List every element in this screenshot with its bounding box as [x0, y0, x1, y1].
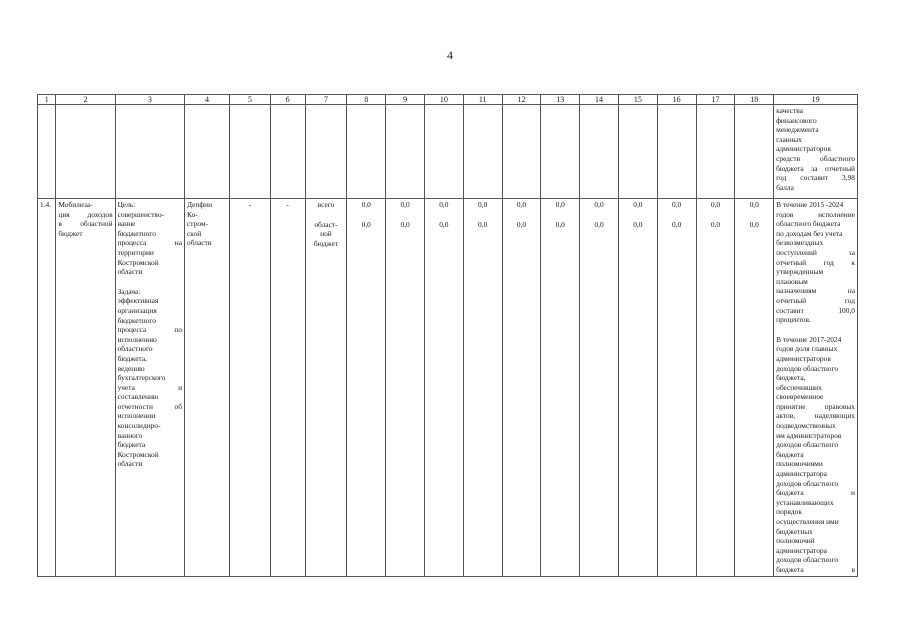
text-line: ванного: [117, 430, 143, 440]
empty-cell: [463, 105, 502, 199]
text-line: ной: [320, 229, 332, 239]
text-line: им администраторов: [776, 430, 842, 440]
text-line: учета и: [117, 382, 183, 392]
text-line: Задача:: [117, 286, 141, 296]
value-cell: [386, 199, 425, 577]
spacer: [543, 210, 577, 220]
table-row: [38, 199, 858, 577]
text-line: бюджетных: [776, 526, 813, 536]
text-line: стром-: [187, 219, 209, 229]
text-line: плановым: [776, 276, 808, 286]
value-total: 0,0: [478, 200, 488, 209]
text-line: Ко-: [187, 209, 198, 219]
spacer: [582, 210, 616, 220]
value-total: 0,0: [439, 200, 449, 209]
empty-cell: [424, 105, 463, 199]
text-line: поступлений за: [776, 247, 855, 257]
text-line: доходов областного: [776, 440, 839, 450]
text-line: администраторов: [776, 144, 831, 154]
text-line: по доходам без учета: [776, 228, 843, 238]
value-cell: [463, 199, 502, 577]
text-line: Костромской: [117, 257, 159, 267]
value-total: 0,0: [516, 200, 527, 209]
text-line: области: [187, 238, 212, 248]
text-line: балла: [776, 182, 794, 192]
text-line: консолидиро-: [117, 421, 161, 431]
text-line: отчетный год к: [776, 257, 855, 267]
text-line: безвозмездных: [776, 238, 824, 248]
text-line: бюджета: [117, 440, 146, 450]
header-cell: 6: [270, 95, 305, 105]
header-cell: 11: [463, 95, 502, 105]
row-number-cell: [38, 199, 56, 577]
page-number: 4: [447, 48, 453, 62]
table-row: [38, 105, 858, 199]
text-line: качества: [776, 106, 803, 115]
text-line: Мобилиза-: [58, 200, 93, 209]
value-cell: [502, 199, 541, 577]
program-table: [37, 94, 858, 577]
text-line: отчетности об: [117, 401, 183, 411]
text-line: составит 100,0: [776, 305, 855, 315]
empty-cell: [696, 105, 735, 199]
spacer: [388, 210, 422, 220]
header-cell: 4: [185, 95, 230, 105]
text-line: составлению: [117, 392, 159, 402]
header-cell: 2: [56, 95, 115, 105]
text-line: бюджета и: [776, 488, 855, 498]
text-line: В течение 2015 -2024: [776, 200, 844, 209]
value-total: 0,0: [555, 200, 565, 209]
spacer: [505, 210, 539, 220]
text-line: своевременное: [776, 392, 824, 402]
text-line: принятие правовых: [776, 401, 855, 411]
text-line: территории: [117, 247, 154, 257]
text-line: процесса по: [117, 325, 183, 335]
text-line: подведомственных: [776, 421, 836, 431]
text-line: ской: [187, 228, 202, 238]
goal-cell: [115, 199, 184, 577]
header-cell: 17: [696, 95, 735, 105]
value-regional: 0,0: [439, 219, 449, 229]
text-line: бюджет: [313, 238, 339, 248]
value-cell: [541, 199, 580, 577]
value-total: 0,0: [400, 200, 410, 209]
value-total: 0,0: [672, 200, 682, 209]
text-line: эффективная: [117, 296, 159, 306]
text-line: бюджета,: [117, 353, 147, 363]
value-regional: 0,0: [594, 219, 604, 229]
text-line: полномочиями: [776, 459, 823, 469]
empty-cell: [56, 105, 115, 199]
header-cell: 7: [305, 95, 347, 105]
header-cell: 12: [502, 95, 541, 105]
text-line: полномочий: [776, 536, 815, 546]
text-line: процесса на: [117, 238, 183, 248]
value-regional: 0,0: [361, 219, 371, 229]
header-cell: 16: [657, 95, 696, 105]
dash-text: -: [248, 200, 252, 209]
text-line: бюджета в: [776, 564, 855, 574]
text-line: отчетный год: [776, 295, 855, 305]
header-cell: 10: [424, 95, 463, 105]
header-cell: 15: [618, 95, 657, 105]
text-line: средств областного: [776, 153, 855, 163]
value-cell: [657, 199, 696, 577]
value-regional: 0,0: [555, 219, 565, 229]
text-line: Костромской: [117, 449, 159, 459]
spacer: [349, 210, 383, 220]
text-line: финансового: [776, 115, 817, 125]
value-regional: 0,0: [749, 219, 759, 229]
text-line: обеспечивших: [776, 382, 822, 392]
text-line: област-: [314, 219, 338, 229]
text-line: администраторов: [776, 353, 831, 363]
text-line: устанавливающих: [776, 497, 834, 507]
value-regional: 0,0: [516, 219, 527, 229]
header-cell: 13: [541, 95, 580, 105]
value-total: 0,0: [633, 200, 643, 209]
dash-cell: [229, 199, 270, 577]
text-line: год составит 3,98: [776, 173, 855, 183]
empty-cell: [185, 105, 230, 199]
value-regional: 0,0: [672, 219, 682, 229]
text-line: организация: [117, 305, 157, 315]
text-line: годов исполнение: [776, 209, 855, 219]
header-cell: 5: [229, 95, 270, 105]
row-number: 1.4.: [40, 200, 52, 209]
text-line: актов, наделяющих: [776, 411, 855, 421]
text-line: осуществления ими: [776, 517, 839, 526]
text-line: области: [117, 267, 143, 277]
spacer: [699, 210, 733, 220]
spacer: [621, 210, 655, 220]
value-total: 0,0: [710, 200, 721, 209]
text-line: годов доля главных: [776, 344, 838, 354]
text-line: Депфин: [187, 200, 213, 209]
text-line: Цель:: [117, 200, 136, 209]
text-line: утвержденным: [776, 267, 824, 277]
text-line: областного: [117, 344, 153, 354]
value-regional: 0,0: [710, 219, 721, 229]
text-line: В течение 2017-2024: [776, 334, 842, 344]
executor-cell: [185, 199, 230, 577]
text-line: вание: [117, 219, 136, 229]
text-line: бюджета: [776, 449, 804, 459]
value-regional: 0,0: [400, 219, 410, 229]
text-line: менеджмента: [776, 125, 819, 135]
indicator-text-cell: [774, 199, 858, 577]
text-line: бюджетного: [117, 315, 156, 325]
empty-cell: [618, 105, 657, 199]
text-line: бюджет: [58, 228, 83, 238]
indicator-text-cell: [774, 105, 858, 199]
empty-cell: [502, 105, 541, 199]
dash-text: -: [286, 200, 289, 209]
header-row: [38, 95, 858, 105]
spacer: [660, 210, 694, 220]
text-line: главных: [776, 134, 802, 144]
spacer: [118, 277, 182, 287]
text-line: процентов.: [776, 315, 811, 325]
header-cell: 18: [735, 95, 774, 105]
event-name-cell: [56, 199, 115, 577]
header-cell: 9: [386, 95, 425, 105]
empty-cell: [541, 105, 580, 199]
header-cell: 19: [774, 95, 858, 105]
text-line: области: [117, 459, 143, 469]
header-cell: 1: [38, 95, 56, 105]
value-total: 0,0: [361, 200, 371, 209]
text-line: доходов областного: [776, 478, 839, 488]
empty-cell: [229, 105, 270, 199]
empty-cell: [735, 105, 774, 199]
text-line: назначениям на: [776, 286, 855, 296]
empty-cell: [115, 105, 184, 199]
value-cell: [735, 199, 774, 577]
empty-cell: [347, 105, 386, 199]
text-line: в областной: [58, 219, 113, 229]
header-cell: 3: [115, 95, 184, 105]
text-line: порядок: [776, 507, 802, 517]
text-line: исполнении: [117, 411, 156, 421]
text-line: доходов областного: [776, 555, 839, 565]
value-regional: 0,0: [633, 219, 643, 229]
text-line: ведению: [117, 363, 145, 373]
empty-cell: [657, 105, 696, 199]
value-cell: [347, 199, 386, 577]
text-line: бюджета,: [776, 373, 806, 383]
empty-cell: [580, 105, 619, 199]
spacer: [776, 325, 855, 335]
empty-cell: [386, 105, 425, 199]
text-line: ция доходов: [58, 209, 113, 219]
empty-cell: [305, 105, 347, 199]
spacer: [308, 210, 345, 220]
value-cell: [696, 199, 735, 577]
spacer: [466, 210, 500, 220]
spacer: [427, 210, 461, 220]
text-line: бухгалтерского: [117, 373, 166, 383]
value-total: 0,0: [594, 200, 604, 209]
value-cell: [580, 199, 619, 577]
funding-source-cell: [305, 199, 347, 577]
empty-cell: [270, 105, 305, 199]
text-line: областного бюджета: [776, 219, 841, 229]
value-regional: 0,0: [478, 219, 488, 229]
header-cell: 14: [580, 95, 619, 105]
text-line: доходов областного: [776, 363, 839, 373]
spacer: [737, 210, 771, 220]
text-line: администратора: [776, 545, 827, 555]
value-cell: [618, 199, 657, 577]
header-cell: 8: [347, 95, 386, 105]
text-line: исполнению: [117, 334, 157, 344]
value-cell: [424, 199, 463, 577]
dash-cell: [270, 199, 305, 577]
text-line: всего: [317, 200, 335, 209]
value-total: 0,0: [749, 200, 759, 209]
text-line: бюджетного: [117, 228, 156, 238]
empty-cell: [38, 105, 56, 199]
text-line: совершенство-: [117, 209, 165, 219]
text-line: администратора: [776, 469, 827, 479]
text-line: бюджета за отчетный: [776, 163, 855, 173]
